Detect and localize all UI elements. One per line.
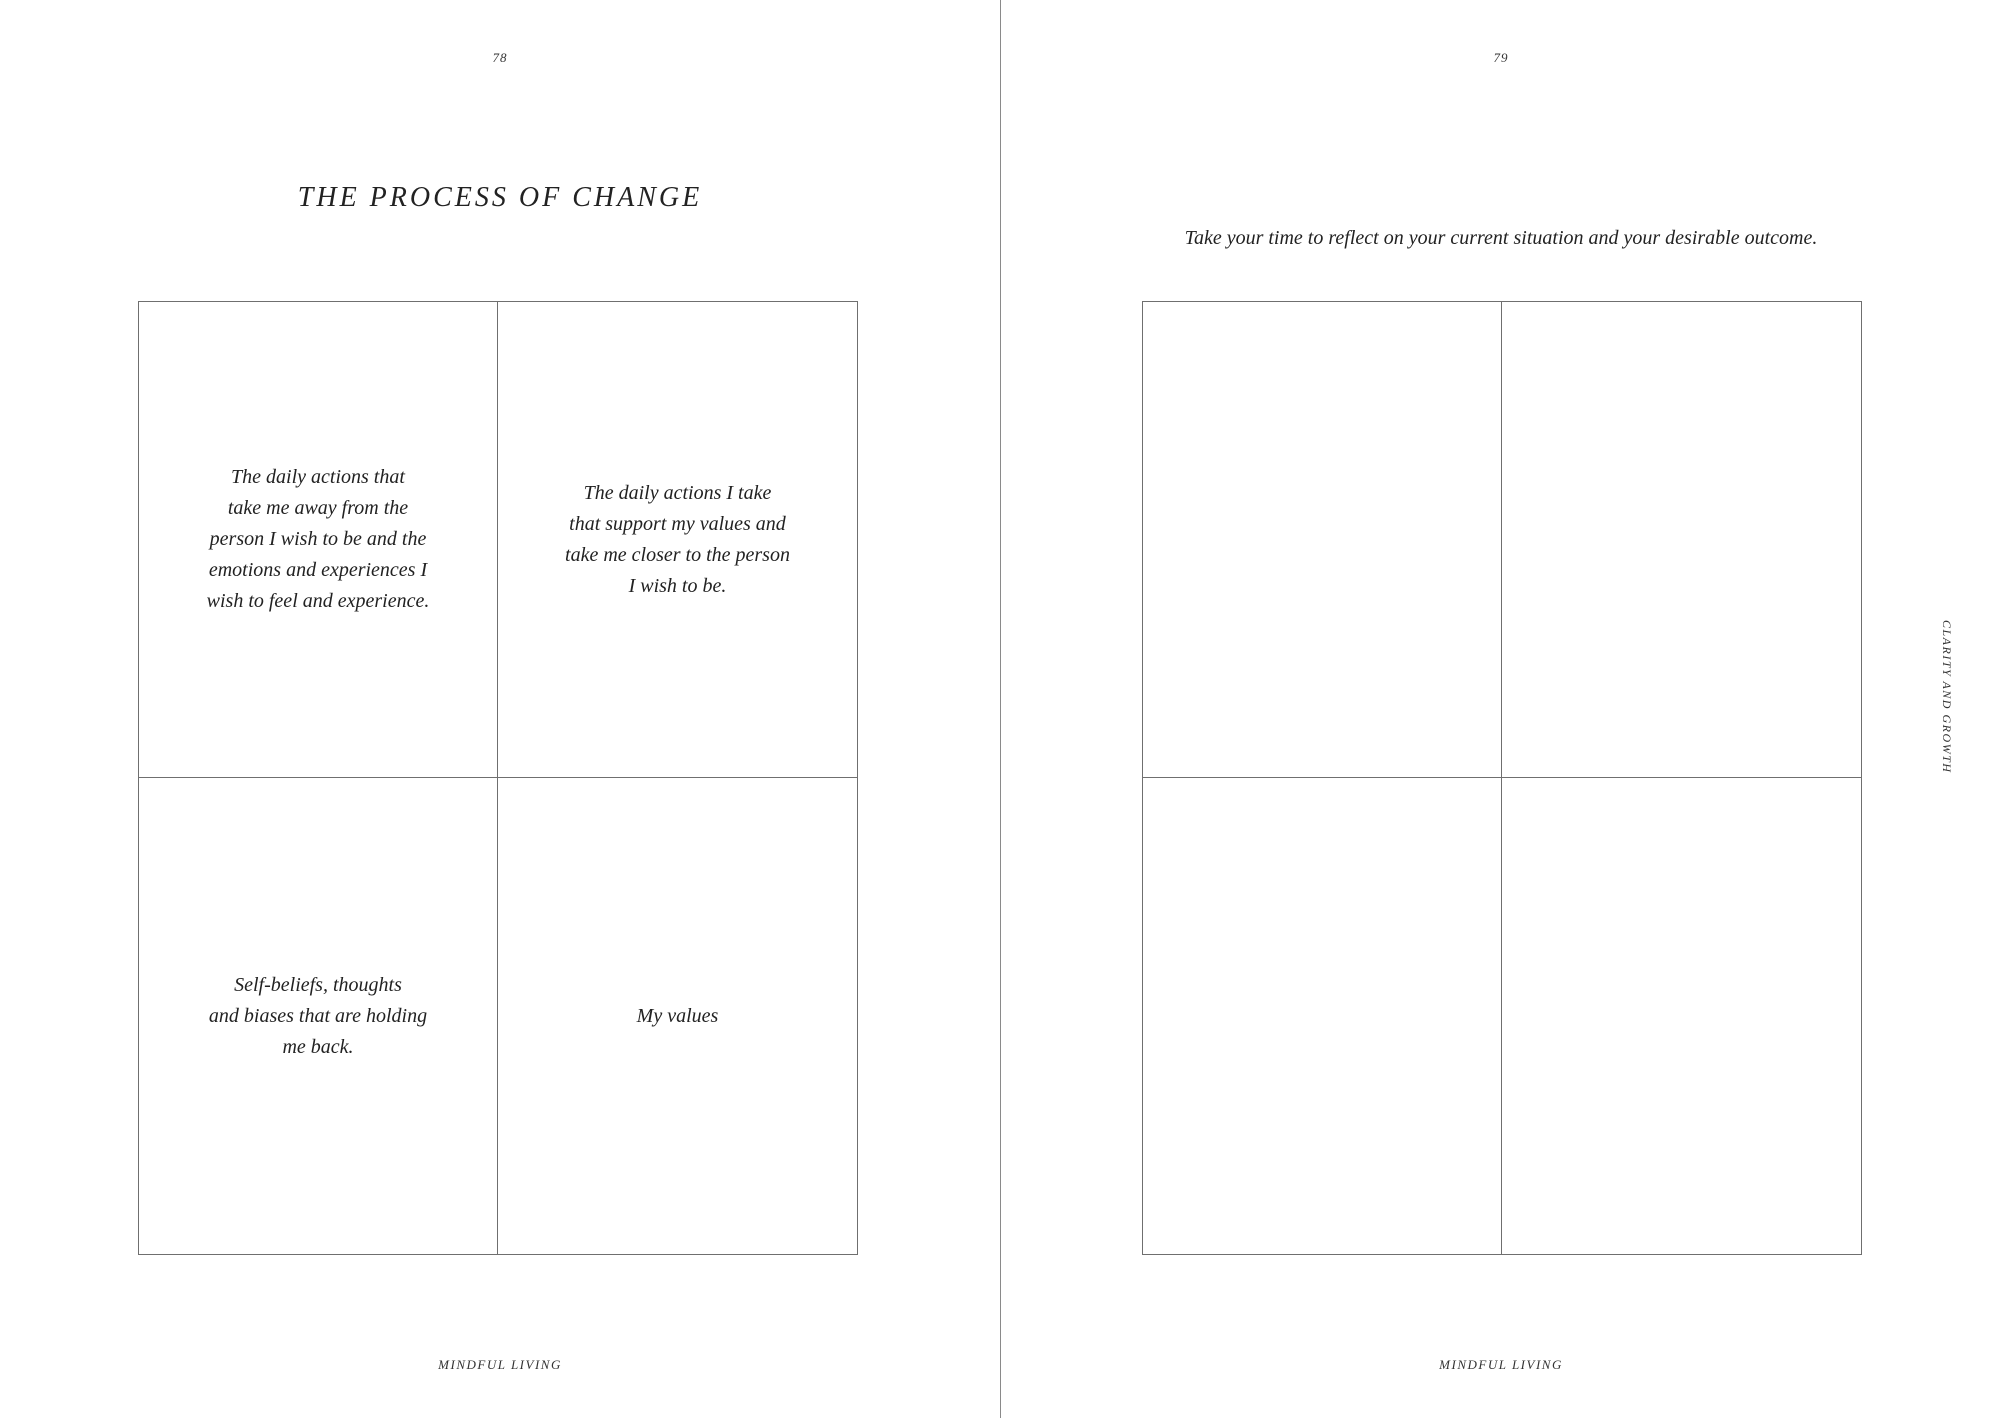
blank-writing-cell[interactable]	[1502, 778, 1861, 1254]
cell-prompt: The daily actions I take that support my values and take me closer to the person I wish to be.	[565, 481, 790, 597]
blank-writing-cell[interactable]	[1143, 302, 1502, 778]
page-title: THE PROCESS OF CHANGE	[297, 182, 703, 213]
page-number: 78	[492, 50, 508, 65]
reflection-grid	[1142, 301, 1862, 1255]
page-footer: MINDFUL LIVING	[438, 1357, 562, 1372]
page-number: 79	[1493, 50, 1509, 65]
blank-writing-cell[interactable]	[1143, 778, 1502, 1254]
cell-prompt: The daily actions that take me away from the person I wish to be and the emotions and experiences I wish to feel and experience.	[206, 466, 430, 612]
right-page	[1001, 0, 2000, 1418]
grid-cell-actions-closer[interactable]	[498, 302, 857, 778]
change-process-grid	[138, 301, 858, 1255]
cell-prompt: My values	[636, 1004, 719, 1027]
grid-cell-self-beliefs[interactable]	[139, 778, 498, 1254]
reflection-instruction: Take your time to reflect on your current situation and your desirable outcome.	[1184, 227, 1818, 249]
page-footer: MINDFUL LIVING	[1439, 1357, 1563, 1372]
grid-cell-actions-away[interactable]	[139, 302, 498, 778]
cell-prompt: Self-beliefs, thoughts and biases that are holding me back.	[208, 973, 428, 1058]
section-side-label: CLARITY AND GROWTH	[1940, 620, 1954, 774]
blank-writing-cell[interactable]	[1502, 302, 1861, 778]
grid-cell-values[interactable]	[498, 778, 857, 1254]
